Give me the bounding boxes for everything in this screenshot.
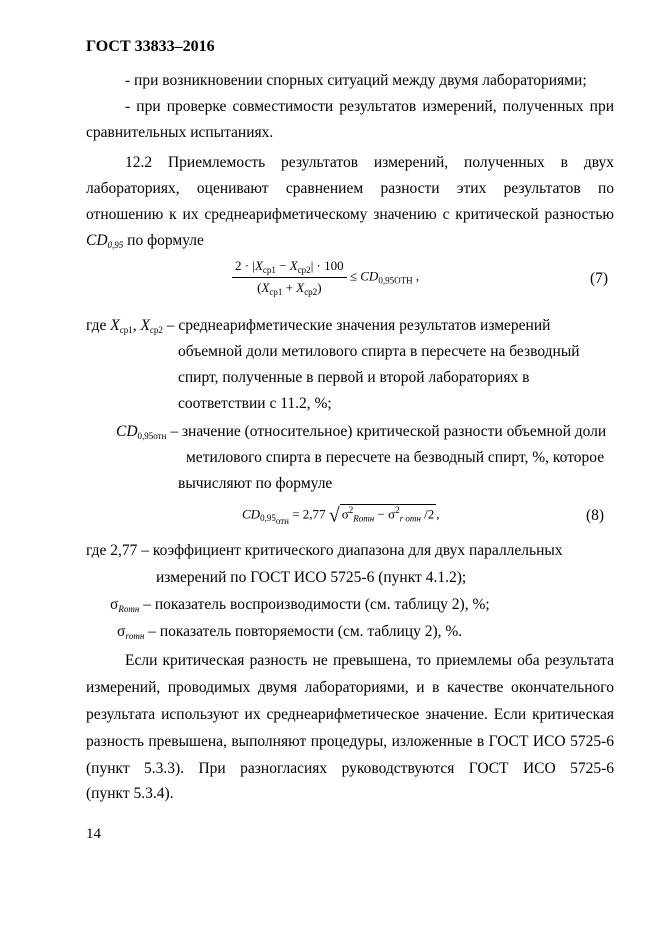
text-line: измерений, проводимых двумя лабораториями, и в качестве окончательного [86,679,614,696]
definition-line: метилового спирта в пересчете на безводный спирт, %, которое [186,449,605,466]
text-segment: – среднеарифметические значения результатов измерений [162,317,551,334]
formula-part: = 2,77 [288,506,329,522]
formula-part: /2 [420,506,435,522]
formula-7-numerator [232,258,347,278]
formula-part: ср1 [262,265,276,275]
sigma-subscript: rотн [125,631,145,641]
cd-symbol: CD [86,232,108,249]
sigma-symbol: σ [110,596,119,613]
text-line: (пункт 5.3.3). При разногласиях руководствуются ГОСТ ИСО 5725-6 [86,760,614,777]
definition-line: где 2,77 – коэффициент критического диапазона для двух параллельных [86,542,563,559]
sigma-subscript: Rотн [118,604,140,614]
formula-part [260,513,289,527]
formula-part: ≤ [346,268,361,284]
formula-part: CD [360,268,379,284]
text-segment: , [132,317,141,334]
x-subscript: ср1 [119,325,133,335]
text-line: лабораториях, оценивают сравнением разности этих результатов по [86,180,614,197]
formula-part: − [275,258,290,273]
formula-part: 0,95ОТН [378,275,413,286]
definition-line [117,619,462,649]
text-line: сравнительных испытаниях. [86,124,274,141]
text-segment: где [86,317,111,334]
formula-part: σ [388,506,396,522]
formula-part: ) [317,280,322,295]
formula-part: ср2 [304,287,318,297]
definition-line: измерений по ГОСТ ИСО 5725-6 (пункт 4.1.2); [156,569,467,586]
formula-part: ( [257,280,262,295]
x-symbol: X [110,317,120,334]
formula-radicand [340,504,436,523]
formula-part: отн [275,516,289,527]
page-number: 14 [86,826,101,842]
formula-8-number: (8) [586,507,605,524]
formula-part: X [254,258,263,273]
formula-part: + [282,280,297,295]
formula-part: σ [341,506,349,522]
cd-subscript: 0,95 [107,240,124,250]
formula-part: | · 100 [310,258,344,273]
formula-part: X [261,280,270,295]
x-subscript: ср2 [149,325,163,335]
formula-part: 2 · | [235,258,255,273]
formula-part: ср1 [269,287,283,297]
definition-line [110,592,490,622]
formula-part: X [289,258,298,273]
definition-line: вычисляют по формуле [178,475,333,492]
text-line: отношению к их среднеарифметическому значению с критической разностью [86,206,614,223]
text-line: разность превышена, выполняют процедуры, изложенные в ГОСТ ИСО 5725-6 [86,733,614,750]
formula-7-number: (7) [590,270,609,287]
section-12-2-line: 12.2 Приемлемость результатов измерений, полученных в двух [125,154,614,171]
text-segment: – показатель воспроизводимости (см. таблицу 2), %; [139,596,490,613]
formula-part: − [374,506,389,522]
formula-part: , [412,268,420,284]
cd-symbol: CD [116,423,138,440]
text-line: - при проверке совместимости результатов измерений, полученных при [125,98,614,115]
formula-part: 2 [348,505,354,515]
text-segment: по формуле [123,232,204,249]
definition-line: спирт, полученные в первой и второй лабораториях в [178,369,530,386]
document-header: ГОСТ 33833–2016 [86,38,215,55]
text-line: результата используют их среднеарифметическое значение. Если критическая [86,706,614,723]
formula-7 [232,258,419,297]
text-line: (пункт 5.3.4). [86,785,174,802]
definition-line: объемной доли метилового спирта в пересчете на безводный [178,343,580,360]
formula-part: ср2 [297,265,311,275]
sigma-symbol: σ [117,623,126,640]
cd-subscript: 0,95отн [137,431,167,441]
text-segment: – показатель повторяемости (см. таблицу 2), %. [144,623,463,640]
formula-part: , [436,506,440,522]
formula-7-fraction [232,258,347,297]
formula-part: X [296,280,305,295]
formula-part: 0,95 [260,513,276,524]
text-line [86,228,204,258]
formula-part: CD [242,506,261,522]
definition-line: соответствии с 11.2, %; [178,395,332,412]
formula-part: 2 [395,505,400,515]
text-line: Если критическая разность не превышена, то приемлемы оба результата [125,652,614,669]
text-segment: – значение (относительное) критической разности объемной доли [166,423,607,440]
formula-7-denominator [232,278,347,297]
square-root-icon: √ [328,504,340,527]
formula-8 [242,504,439,527]
text-line: - при возникновении спорных ситуаций между двумя лабораториями; [125,72,587,89]
formula-part: r отн [399,513,421,524]
formula-part: Rотн [353,513,375,524]
x-symbol: X [140,317,150,334]
